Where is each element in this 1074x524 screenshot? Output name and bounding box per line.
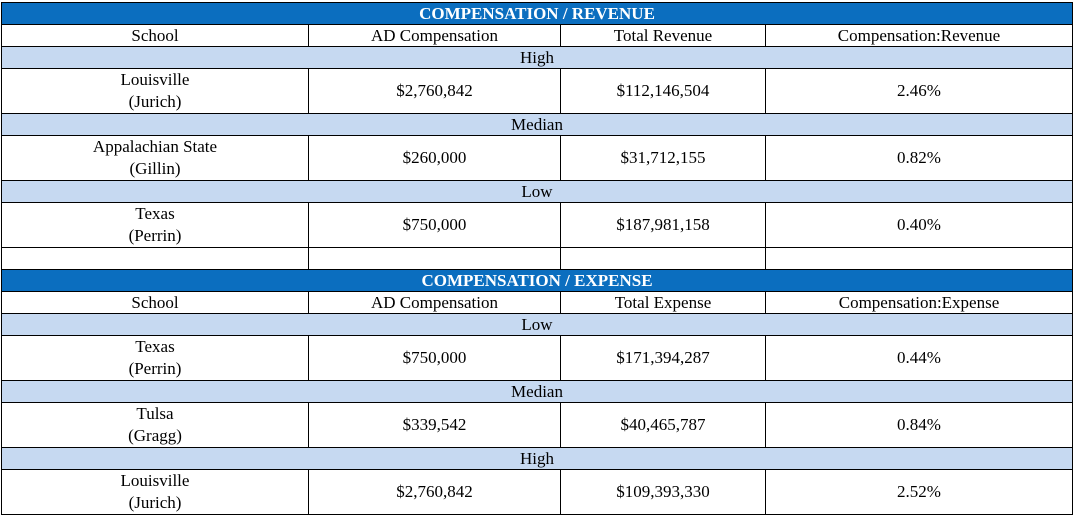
school-name: Louisville (120, 70, 190, 89)
header-compensation-expense: Compensation:Expense (766, 292, 1073, 314)
total-expense-cell: $109,393,330 (561, 470, 766, 515)
header-ad-compensation: AD Compensation (309, 25, 561, 47)
total-expense-cell: $40,465,787 (561, 403, 766, 448)
compensation-table (1, 2, 1073, 515)
category-row (2, 448, 1073, 470)
ad-name: (Perrin) (128, 359, 182, 378)
ratio-cell: 0.40% (766, 203, 1073, 248)
expense-section-title: COMPENSATION / EXPENSE (2, 270, 1073, 292)
revenue-title-row (2, 3, 1073, 25)
empty-cell (766, 248, 1073, 270)
ad-name: (Gillin) (129, 159, 181, 178)
category-label: Median (2, 381, 1073, 403)
spacer-row (2, 248, 1073, 270)
category-row (2, 47, 1073, 69)
school-cell (2, 203, 309, 248)
empty-cell (309, 248, 561, 270)
header-ad-compensation: AD Compensation (309, 292, 561, 314)
category-label: Low (2, 181, 1073, 203)
school-name: Texas (135, 204, 175, 223)
expense-title-row (2, 270, 1073, 292)
school-cell (2, 69, 309, 114)
total-revenue-cell: $112,146,504 (561, 69, 766, 114)
school-name: Appalachian State (92, 137, 218, 156)
ad-compensation-cell: $750,000 (309, 203, 561, 248)
empty-cell (561, 248, 766, 270)
ad-compensation-cell: $260,000 (309, 136, 561, 181)
revenue-section-title: COMPENSATION / REVENUE (2, 3, 1073, 25)
total-revenue-cell: $187,981,158 (561, 203, 766, 248)
revenue-header-row (2, 25, 1073, 47)
expense-header-row (2, 292, 1073, 314)
ad-compensation-cell: $2,760,842 (309, 69, 561, 114)
table-row (2, 470, 1073, 515)
school-cell (2, 136, 309, 181)
table-row (2, 403, 1073, 448)
ad-compensation-cell: $2,760,842 (309, 470, 561, 515)
total-revenue-cell: $31,712,155 (561, 136, 766, 181)
header-school: School (2, 25, 309, 47)
ad-name: (Jurich) (128, 493, 182, 512)
category-label: Median (2, 114, 1073, 136)
header-total-revenue: Total Revenue (561, 25, 766, 47)
table-row (2, 136, 1073, 181)
table-row (2, 336, 1073, 381)
ratio-cell: 2.52% (766, 470, 1073, 515)
school-name: Louisville (120, 471, 190, 490)
table-row (2, 203, 1073, 248)
ad-name: (Perrin) (128, 226, 182, 245)
ad-name: (Gragg) (128, 426, 182, 445)
category-row (2, 381, 1073, 403)
header-compensation-revenue: Compensation:Revenue (766, 25, 1073, 47)
school-name: Texas (135, 337, 175, 356)
ad-compensation-cell: $750,000 (309, 336, 561, 381)
ratio-cell: 0.84% (766, 403, 1073, 448)
category-label: High (2, 448, 1073, 470)
category-row (2, 181, 1073, 203)
header-school: School (2, 292, 309, 314)
school-cell (2, 470, 309, 515)
school-name: Tulsa (136, 404, 174, 423)
category-label: Low (2, 314, 1073, 336)
school-cell (2, 403, 309, 448)
ratio-cell: 0.44% (766, 336, 1073, 381)
table-row (2, 69, 1073, 114)
empty-cell (2, 248, 309, 270)
ratio-cell: 2.46% (766, 69, 1073, 114)
total-expense-cell: $171,394,287 (561, 336, 766, 381)
ratio-cell: 0.82% (766, 136, 1073, 181)
category-label: High (2, 47, 1073, 69)
school-cell (2, 336, 309, 381)
category-row (2, 314, 1073, 336)
category-row (2, 114, 1073, 136)
ad-compensation-cell: $339,542 (309, 403, 561, 448)
header-total-expense: Total Expense (561, 292, 766, 314)
ad-name: (Jurich) (128, 92, 182, 111)
